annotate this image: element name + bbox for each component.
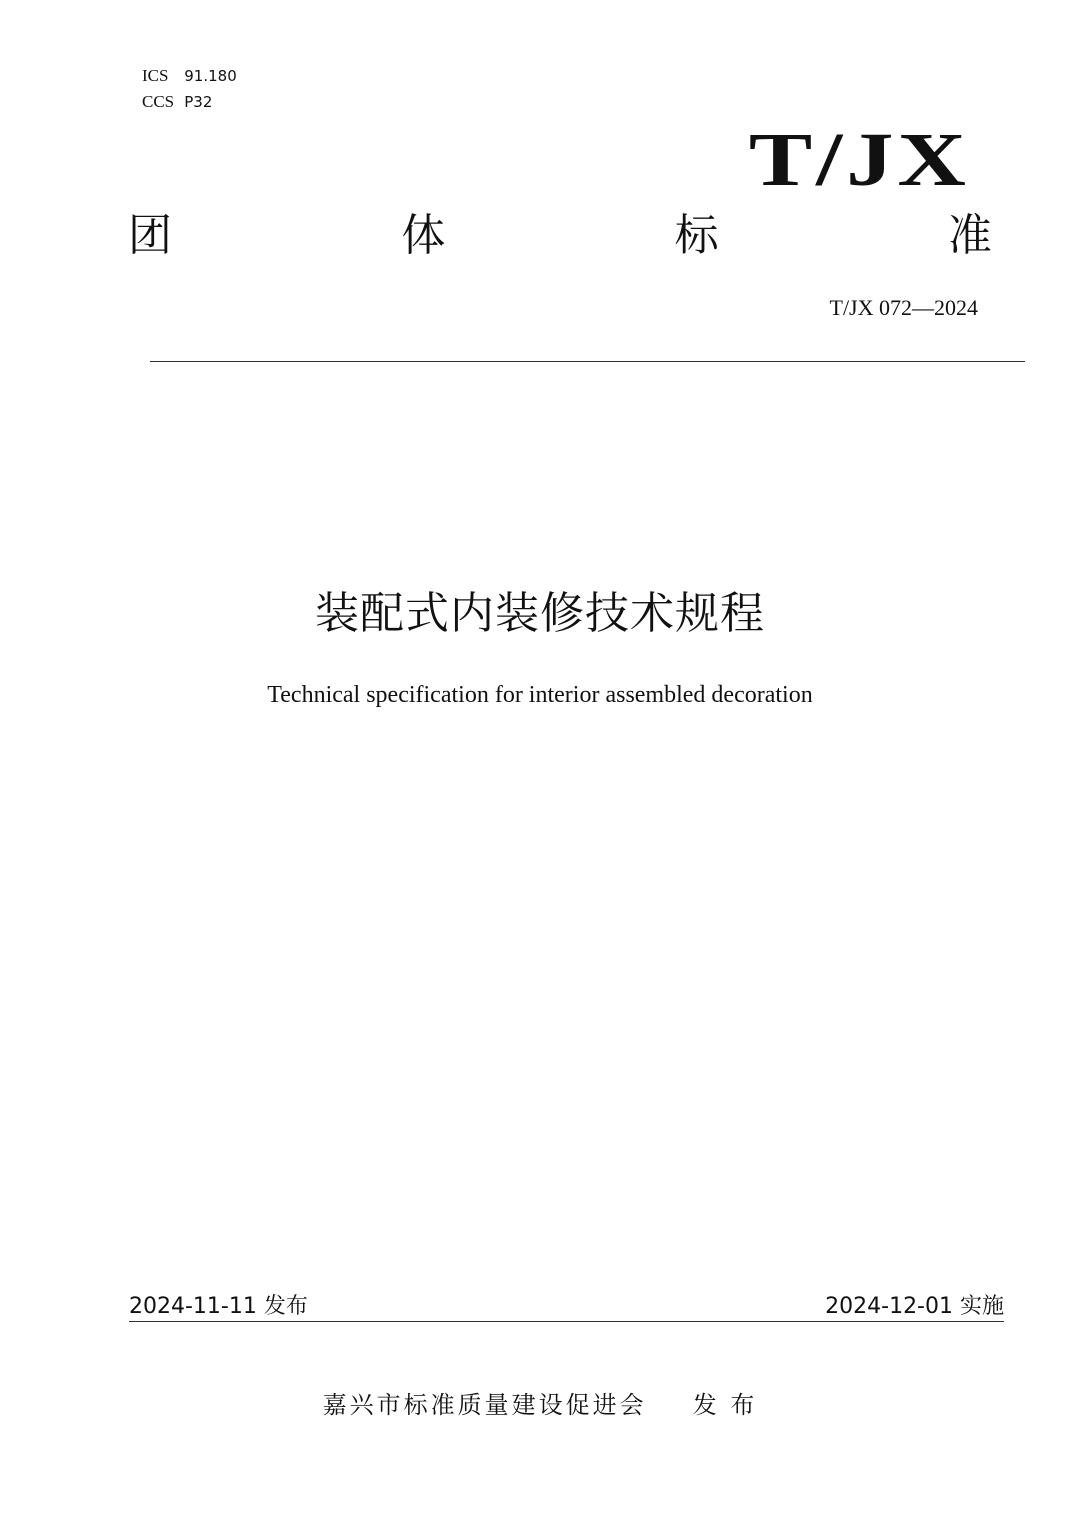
publisher-name: 嘉兴市标准质量建设促进会	[322, 1391, 647, 1419]
ics-code	[142, 66, 237, 86]
standard-logo: T/JX	[749, 118, 970, 202]
ccs-value: P32	[184, 93, 213, 111]
document-title-english: Technical specification for interior assembled decoration	[267, 682, 813, 708]
footer-divider	[129, 1321, 1004, 1322]
standard-number: T/JX 072—2024	[829, 295, 978, 320]
ics-value: 91.180	[184, 67, 237, 85]
standard-type-char: 团	[128, 210, 172, 261]
standard-type-char: 体	[401, 210, 446, 261]
document-title: 装配式内装修技术规程	[315, 588, 765, 639]
standard-type-char: 准	[947, 210, 992, 261]
standard-type	[128, 210, 992, 262]
publish-date: 2024-11-11 发布	[129, 1294, 308, 1319]
publisher-line	[0, 1390, 1080, 1420]
ccs-label: CCS	[142, 92, 175, 111]
publish-word: 发 布	[692, 1391, 758, 1419]
ics-label: ICS	[142, 66, 169, 85]
ccs-code	[142, 92, 212, 112]
standard-type-char: 标	[674, 210, 719, 261]
implement-date: 2024-12-01 实施	[825, 1294, 1004, 1319]
header-divider	[150, 361, 1025, 362]
